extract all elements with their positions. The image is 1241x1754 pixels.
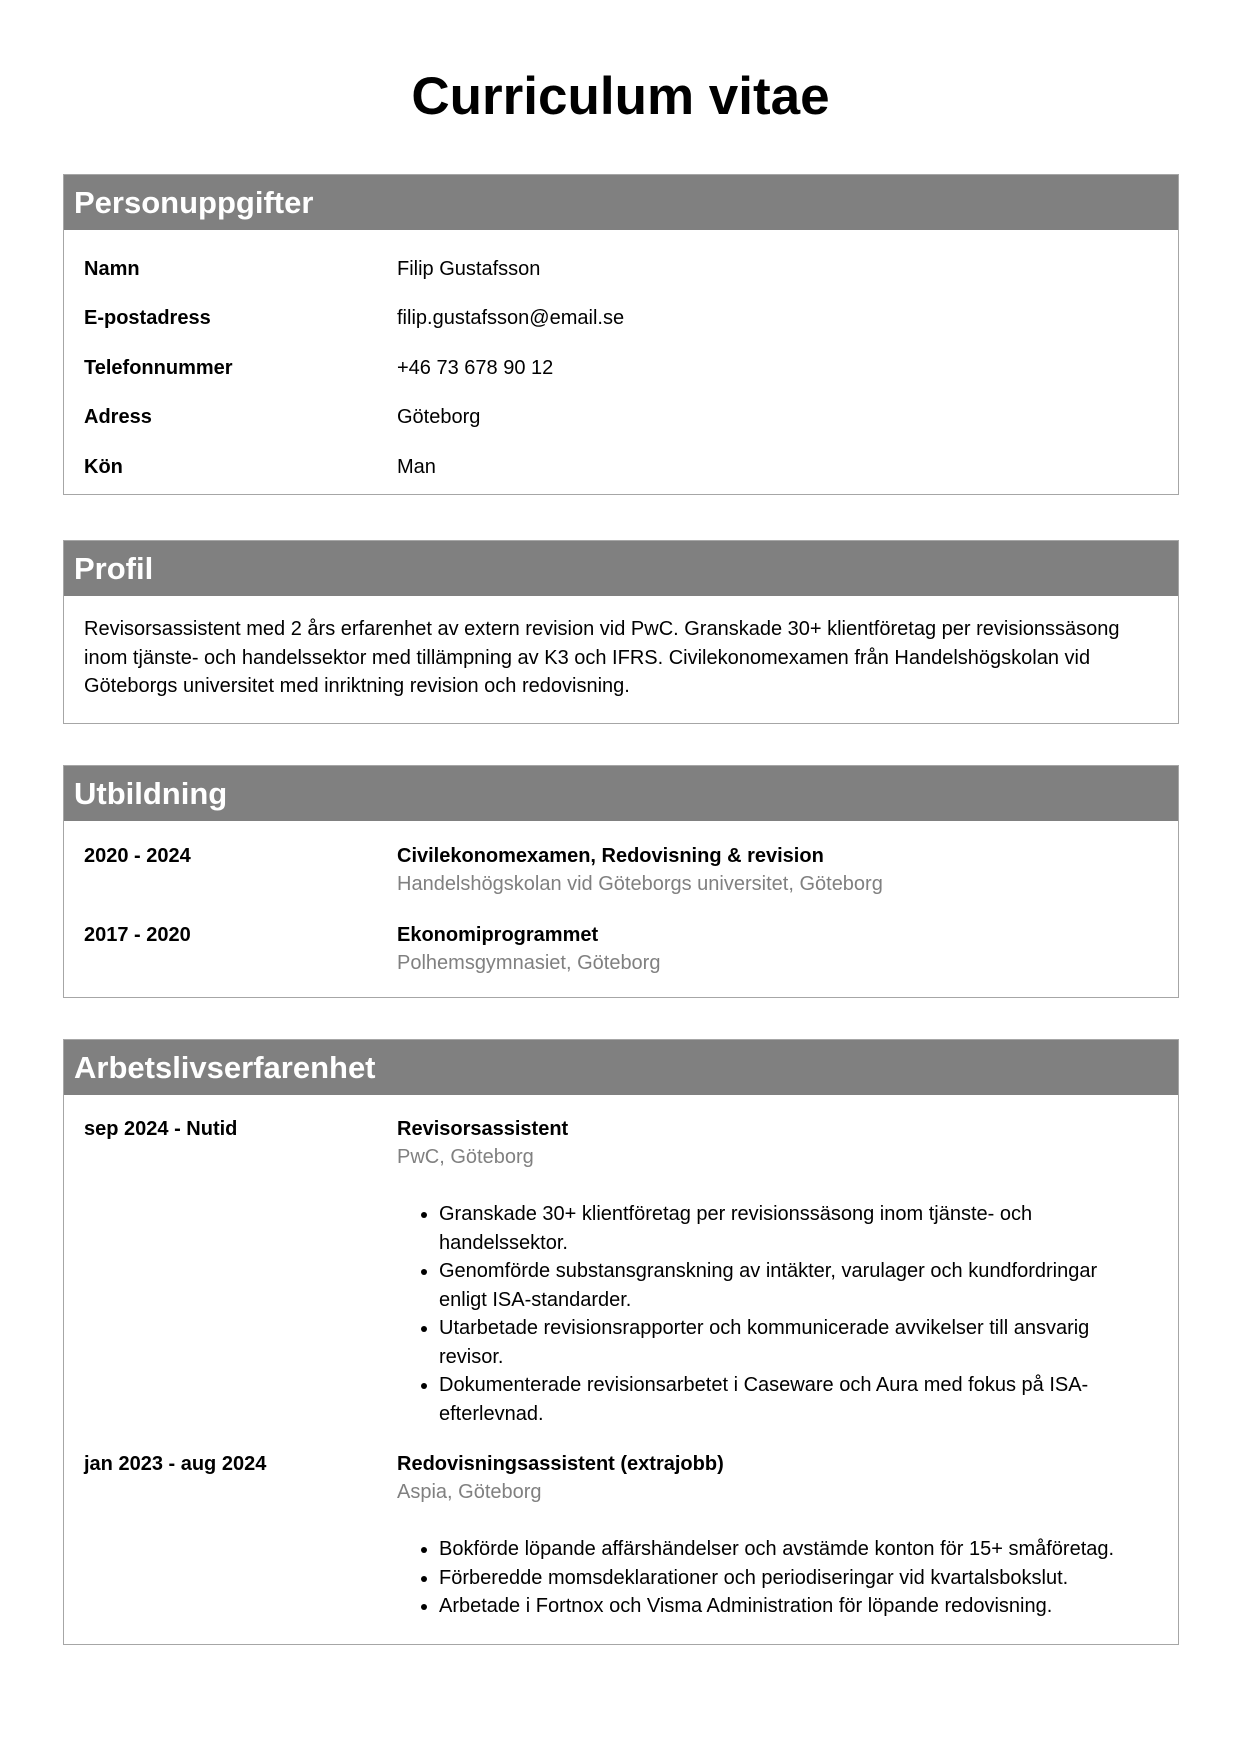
bullet-item: • Utarbetade revisionsrapporter och kommunicerade avvikelser till ansvarig revisor. — [439, 1314, 1147, 1371]
section-education — [63, 765, 1179, 998]
profile-text: Revisorsassistent med 2 års erfarenhet av extern revision vid PwC. Granskade 30+ klientföretag per revisionssäsong inom tjänste- och handelssektor med tillämpning av K3 och IFRS. Civilekonomexamen från Handelshögskolan vid Göteborgs universitet med inriktning revision och redovisning. — [84, 618, 1120, 697]
entry-org: PwC, Göteborg — [397, 1146, 534, 1168]
section-header-education: Utbildning — [64, 766, 1178, 821]
field-value: Filip Gustafsson — [397, 258, 541, 280]
entry-date: 2017 - 2020 — [84, 924, 191, 946]
field-value: +46 73 678 90 12 — [397, 357, 554, 379]
field-label: Kön — [84, 456, 123, 478]
field-value: Göteborg — [397, 406, 481, 428]
field-label: Telefonnummer — [84, 357, 233, 379]
section-personal — [63, 174, 1179, 495]
entry-detail — [397, 921, 1147, 977]
bullet-item: • Genomförde substansgranskning av intäkter, varulager och kundfordringar enligt ISA-standarder. — [439, 1257, 1147, 1314]
entry-detail — [397, 842, 1147, 898]
bullet-item: • Dokumenterade revisionsarbetet i Caseware och Aura med fokus på ISA-efterlevnad. — [439, 1371, 1147, 1428]
entry-date: jan 2023 - aug 2024 — [84, 1453, 267, 1475]
entry-org: Aspia, Göteborg — [397, 1481, 542, 1503]
section-experience — [63, 1039, 1179, 1645]
entry-title: Revisorsassistent — [397, 1118, 569, 1140]
section-header-personal: Personuppgifter — [64, 175, 1178, 230]
entry-org: Polhemsgymnasiet, Göteborg — [397, 952, 661, 974]
entry-title: Ekonomiprogrammet — [397, 924, 599, 946]
entry-date: sep 2024 - Nutid — [84, 1118, 238, 1140]
bullet-item: • Bokförde löpande affärshändelser och avstämde konton för 15+ småföretag. — [439, 1535, 1147, 1564]
field-value: Man — [397, 456, 436, 478]
field-label: Adress — [84, 406, 152, 428]
entry-detail — [397, 1450, 1147, 1621]
entry-detail — [397, 1115, 1147, 1428]
field-label: E-postadress — [84, 307, 211, 329]
document-title: Curriculum vitae — [411, 67, 830, 126]
bullet-item: • Arbetade i Fortnox och Visma Administration för löpande redovisning. — [439, 1592, 1147, 1621]
section-header-experience: Arbetslivserfarenhet — [64, 1040, 1178, 1095]
bullet-item: • Granskade 30+ klientföretag per revisionssäsong inom tjänste- och handelssektor. — [439, 1200, 1147, 1257]
entry-date: 2020 - 2024 — [84, 845, 191, 867]
section-header-profile: Profil — [64, 541, 1178, 596]
entry-org: Handelshögskolan vid Göteborgs universitet, Göteborg — [397, 873, 883, 895]
entry-title: Civilekonomexamen, Redovisning & revision — [397, 845, 824, 867]
entry-bullets — [397, 1200, 1147, 1428]
field-label: Namn — [84, 258, 140, 280]
entry-bullets — [397, 1535, 1147, 1621]
bullet-item: • Förberedde momsdeklarationer och periodiseringar vid kvartalsbokslut. — [439, 1564, 1147, 1593]
section-profile — [63, 540, 1179, 724]
field-value: filip.gustafsson@email.se — [397, 307, 625, 329]
entry-title: Redovisningsassistent (extrajobb) — [397, 1453, 724, 1475]
